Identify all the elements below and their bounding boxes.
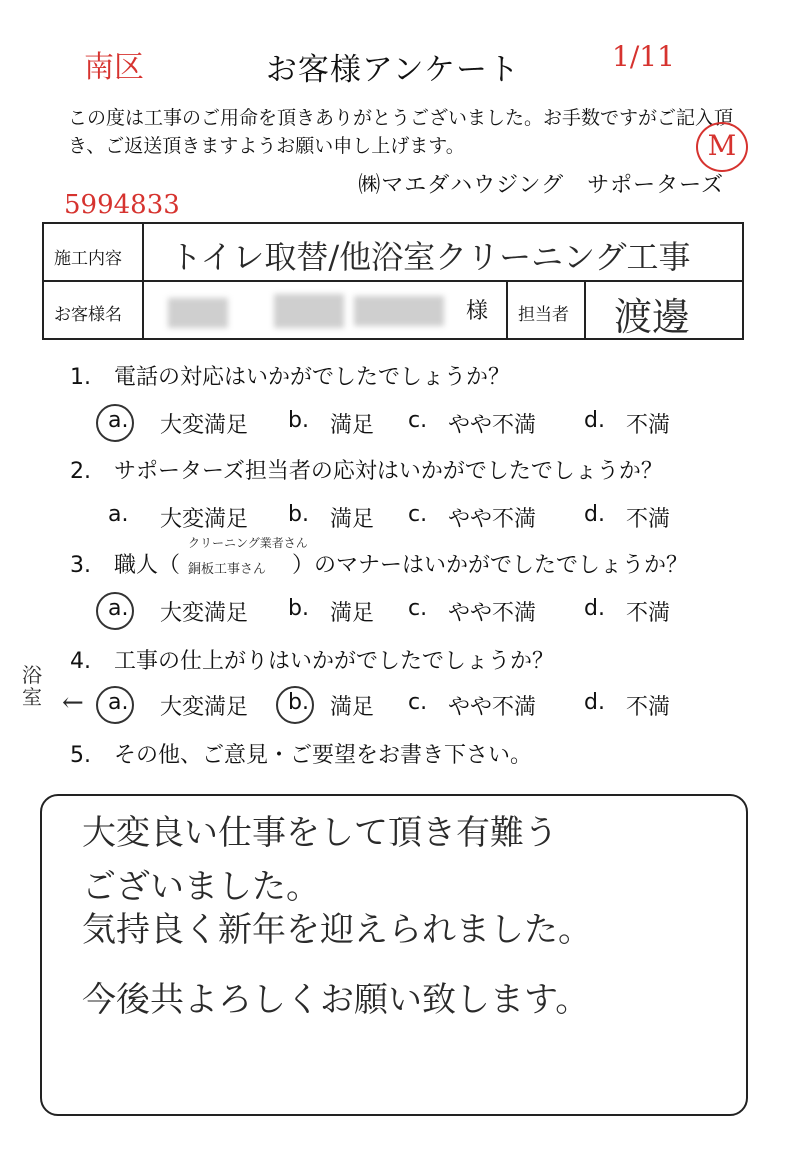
work-label-cell: [44, 224, 144, 282]
question-text: サポーターズ担当者の応対はいかがでしたでしょうか？: [114, 459, 663, 484]
option-label-b: 満足: [330, 695, 375, 720]
option-key-b: b.: [288, 502, 309, 527]
question-2: [70, 454, 663, 485]
question-1: [70, 360, 510, 391]
question-text-start: 職人（: [114, 553, 181, 578]
option-label-d: 不満: [626, 601, 671, 626]
option-key-d: d.: [584, 502, 605, 527]
staff-label-cell: [508, 282, 586, 338]
question-5: [70, 738, 532, 769]
option-label-d: 不満: [626, 507, 671, 532]
craftsman-note-bottom: 銅板工事さん: [188, 562, 267, 577]
option-key-c: c.: [408, 502, 428, 527]
arrow-note: ←: [62, 688, 84, 718]
question-number: 1.: [70, 365, 91, 390]
work-label: 施工内容: [54, 249, 122, 269]
redacted-block: [168, 298, 228, 328]
question-text: 電話の対応はいかがでしたでしょうか？: [114, 365, 511, 390]
form-title: お客様アンケート: [265, 52, 521, 88]
remark-line-2: 気持良く新年を迎えられました。: [82, 910, 592, 950]
option-label-b: 満足: [330, 601, 375, 626]
options-row-3: [108, 596, 708, 630]
option-label-a: 大変満足: [160, 507, 249, 532]
option-key-d: d.: [584, 408, 605, 433]
option-label-b: 満足: [330, 507, 375, 532]
question-text-end: ）のマナーはいかがでしたでしょうか？: [292, 553, 689, 578]
question-number: 2.: [70, 459, 91, 484]
option-key-a: a.: [108, 502, 129, 527]
option-label-c: やや不満: [448, 413, 537, 438]
question-number: 5.: [70, 743, 91, 768]
customer-number: 5994833: [64, 190, 180, 220]
info-table: [42, 222, 744, 340]
work-value-cell: [144, 224, 742, 282]
bath-side-note: 浴室: [22, 663, 42, 709]
staff-value-cell: [586, 282, 742, 338]
honorific: 様: [466, 299, 489, 324]
option-label-c: やや不満: [448, 695, 537, 720]
option-label-c: やや不満: [448, 507, 537, 532]
question-4: [70, 644, 554, 675]
options-row-2: [108, 502, 708, 536]
company-name: ㈱マエダハウジング サポーターズ: [358, 173, 724, 198]
question-3: [70, 536, 770, 582]
option-label-c: やや不満: [448, 601, 537, 626]
customer-label: お客様名: [54, 305, 122, 325]
option-label-d: 不満: [626, 695, 671, 720]
option-label-a: 大変満足: [160, 601, 249, 626]
date-note: 1/11: [612, 40, 675, 73]
option-key-b: b.: [288, 596, 309, 621]
remark-line-1: 大変良い仕事をして頂き有難う ございました。: [82, 813, 558, 907]
option-key-b: b.: [288, 408, 309, 433]
option-key-d: d.: [584, 690, 605, 715]
ward-note: 南区: [84, 50, 144, 85]
customer-name-field: [144, 282, 464, 338]
option-label-a: 大変満足: [160, 413, 249, 438]
option-label-b: 満足: [330, 413, 375, 438]
honorific-cell: [464, 282, 508, 338]
option-key-a: a.: [108, 690, 129, 715]
staff-label: 担当者: [518, 305, 569, 325]
intro-text: この度は工事のご用命を頂きありがとうございました。お手数ですがご記入頂き、ご返送頂きますようお願い申し上げます。: [68, 107, 734, 157]
remark-line-3: 今後共よろしくお願い致します。: [82, 980, 590, 1020]
option-key-b: b.: [288, 690, 309, 715]
option-key-c: c.: [408, 596, 428, 621]
options-row-4: [108, 690, 708, 724]
redacted-block: [354, 296, 444, 326]
option-key-a: a.: [108, 408, 129, 433]
option-key-a: a.: [108, 596, 129, 621]
initial-mark: M: [696, 122, 748, 172]
craftsman-note-top: クリーニング業者さん: [188, 536, 308, 550]
option-label-d: 不満: [626, 413, 671, 438]
question-text: その他、ご意見・ご要望をお書き下さい。: [114, 743, 533, 768]
question-text: 工事の仕上がりはいかがでしたでしょうか？: [114, 649, 555, 674]
option-label-a: 大変満足: [160, 695, 249, 720]
question-number: 4.: [70, 649, 91, 674]
option-key-c: c.: [408, 408, 428, 433]
work-value: トイレ取替/他浴室クリーニング工事: [170, 238, 691, 276]
remarks-box: [40, 794, 748, 1116]
staff-value: 渡邊: [614, 295, 691, 339]
customer-label-cell: [44, 282, 144, 338]
options-row-1: [108, 408, 708, 442]
redacted-block: [274, 294, 344, 328]
option-key-d: d.: [584, 596, 605, 621]
question-number: 3.: [70, 553, 91, 578]
option-key-c: c.: [408, 690, 428, 715]
